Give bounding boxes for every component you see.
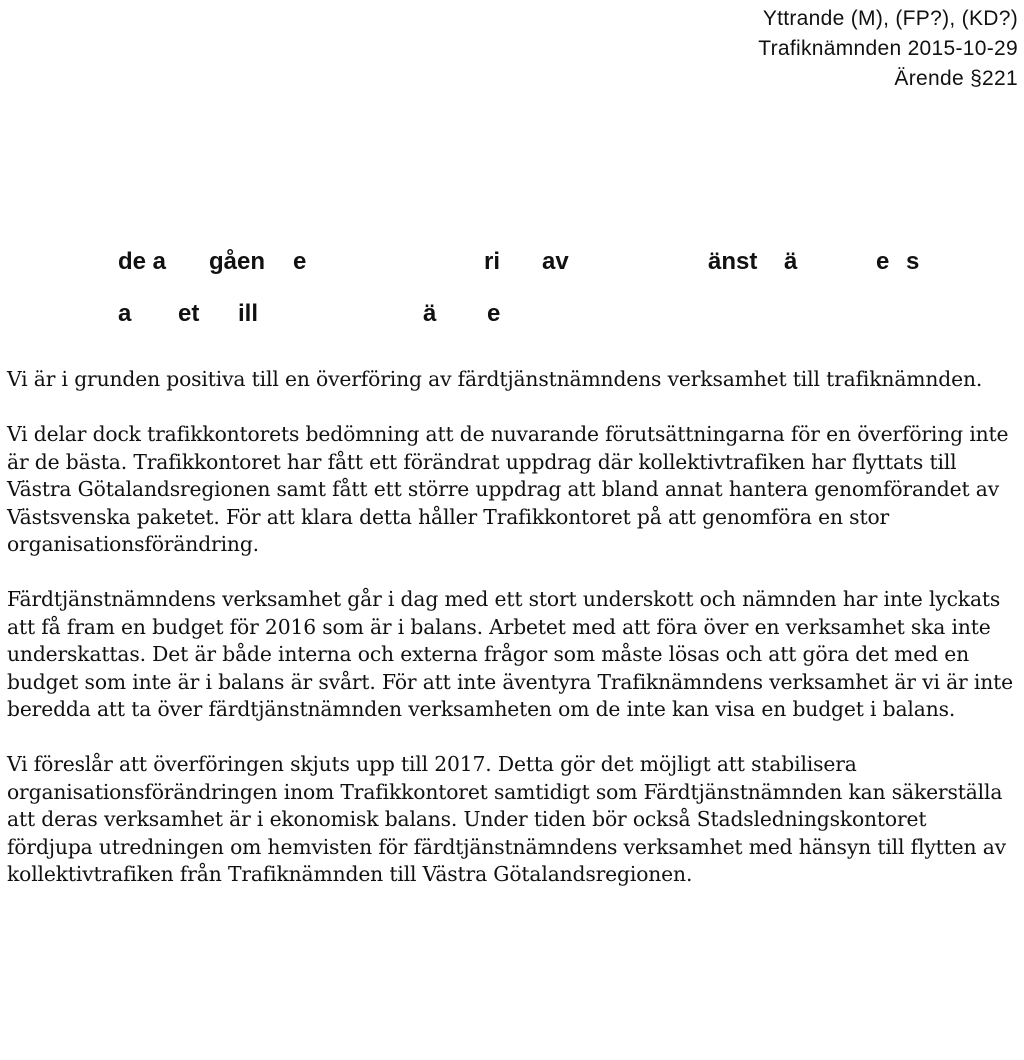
header-case-number: Ärende §221: [894, 67, 1018, 90]
title-fragment: de a: [118, 248, 167, 275]
title-fragment: e: [876, 248, 890, 275]
document-header: [758, 4, 1018, 94]
title-fragment: gåen: [209, 248, 266, 275]
body-paragraph: Vi är i grunden positiva till en överföring av färdtjänstnämndens verksamhet till trafiknämnden.: [7, 367, 983, 391]
title-fragment: a: [118, 300, 132, 327]
title-fragment: et: [178, 300, 200, 327]
title-fragment: änst: [708, 248, 758, 275]
title-fragment: av: [542, 248, 569, 275]
body-paragraph: Vi föreslår att överföringen skjuts upp till 2017. Detta gör det möjligt att stabilisera organisationsförändringen inom Trafikkontoret samtidigt som Färdtjänstnämnden kan säkerställa att deras verksamhet är i ekonomisk balans. Under tiden bör också Stadsledningskontoret fördjupa utredningen om hemvisten för färdtjänstnämndens verksamhet med hänsyn till flytten av kollektivtrafiken från Trafiknämnden till Västra Götalandsregionen.: [7, 752, 1006, 886]
title-fragment: ri: [484, 248, 501, 275]
header-parties: Yttrande (M), (FP?), (KD?): [762, 7, 1018, 30]
title-fragment: ä: [784, 248, 798, 275]
title-fragment: ill: [238, 300, 259, 327]
body-paragraph: Vi delar dock trafikkontorets bedömning att de nuvarande förutsättningarna för en överföring inte är de bästa. Trafikkontoret har fått ett förändrat uppdrag där kollektivtrafiken har flyttats till Västra Götalandsregionen samt fått ett större uppdrag att bland annat hantera genomförandet av Västsvenska paketet. För att klara detta håller Trafikkontoret på att genomföra en stor organisationsförändring.: [7, 422, 1009, 556]
title-fragment: e: [293, 248, 307, 275]
header-committee-date: Trafiknämnden 2015-10-29: [758, 37, 1018, 60]
title-fragment: ä: [423, 300, 437, 327]
body-paragraph: Färdtjänstnämndens verksamhet går i dag med ett stort underskott och nämnden har inte lyckats att få fram en budget för 2016 som är i balans. Arbetet med att föra över en verksamhet ska inte underskattas. Det är både interna och externa frågor som måste lösas och att göra det med en budget som inte är i balans är svårt. För att inte äventyra Trafiknämndens verksamhet är vi är inte beredda att ta över färdtjänstnämnden verksamheten om de inte kan visa en budget i balans.: [7, 587, 1013, 721]
title-fragment: s: [906, 248, 920, 275]
document-body: [7, 366, 1015, 916]
title-fragment: e: [487, 300, 501, 327]
